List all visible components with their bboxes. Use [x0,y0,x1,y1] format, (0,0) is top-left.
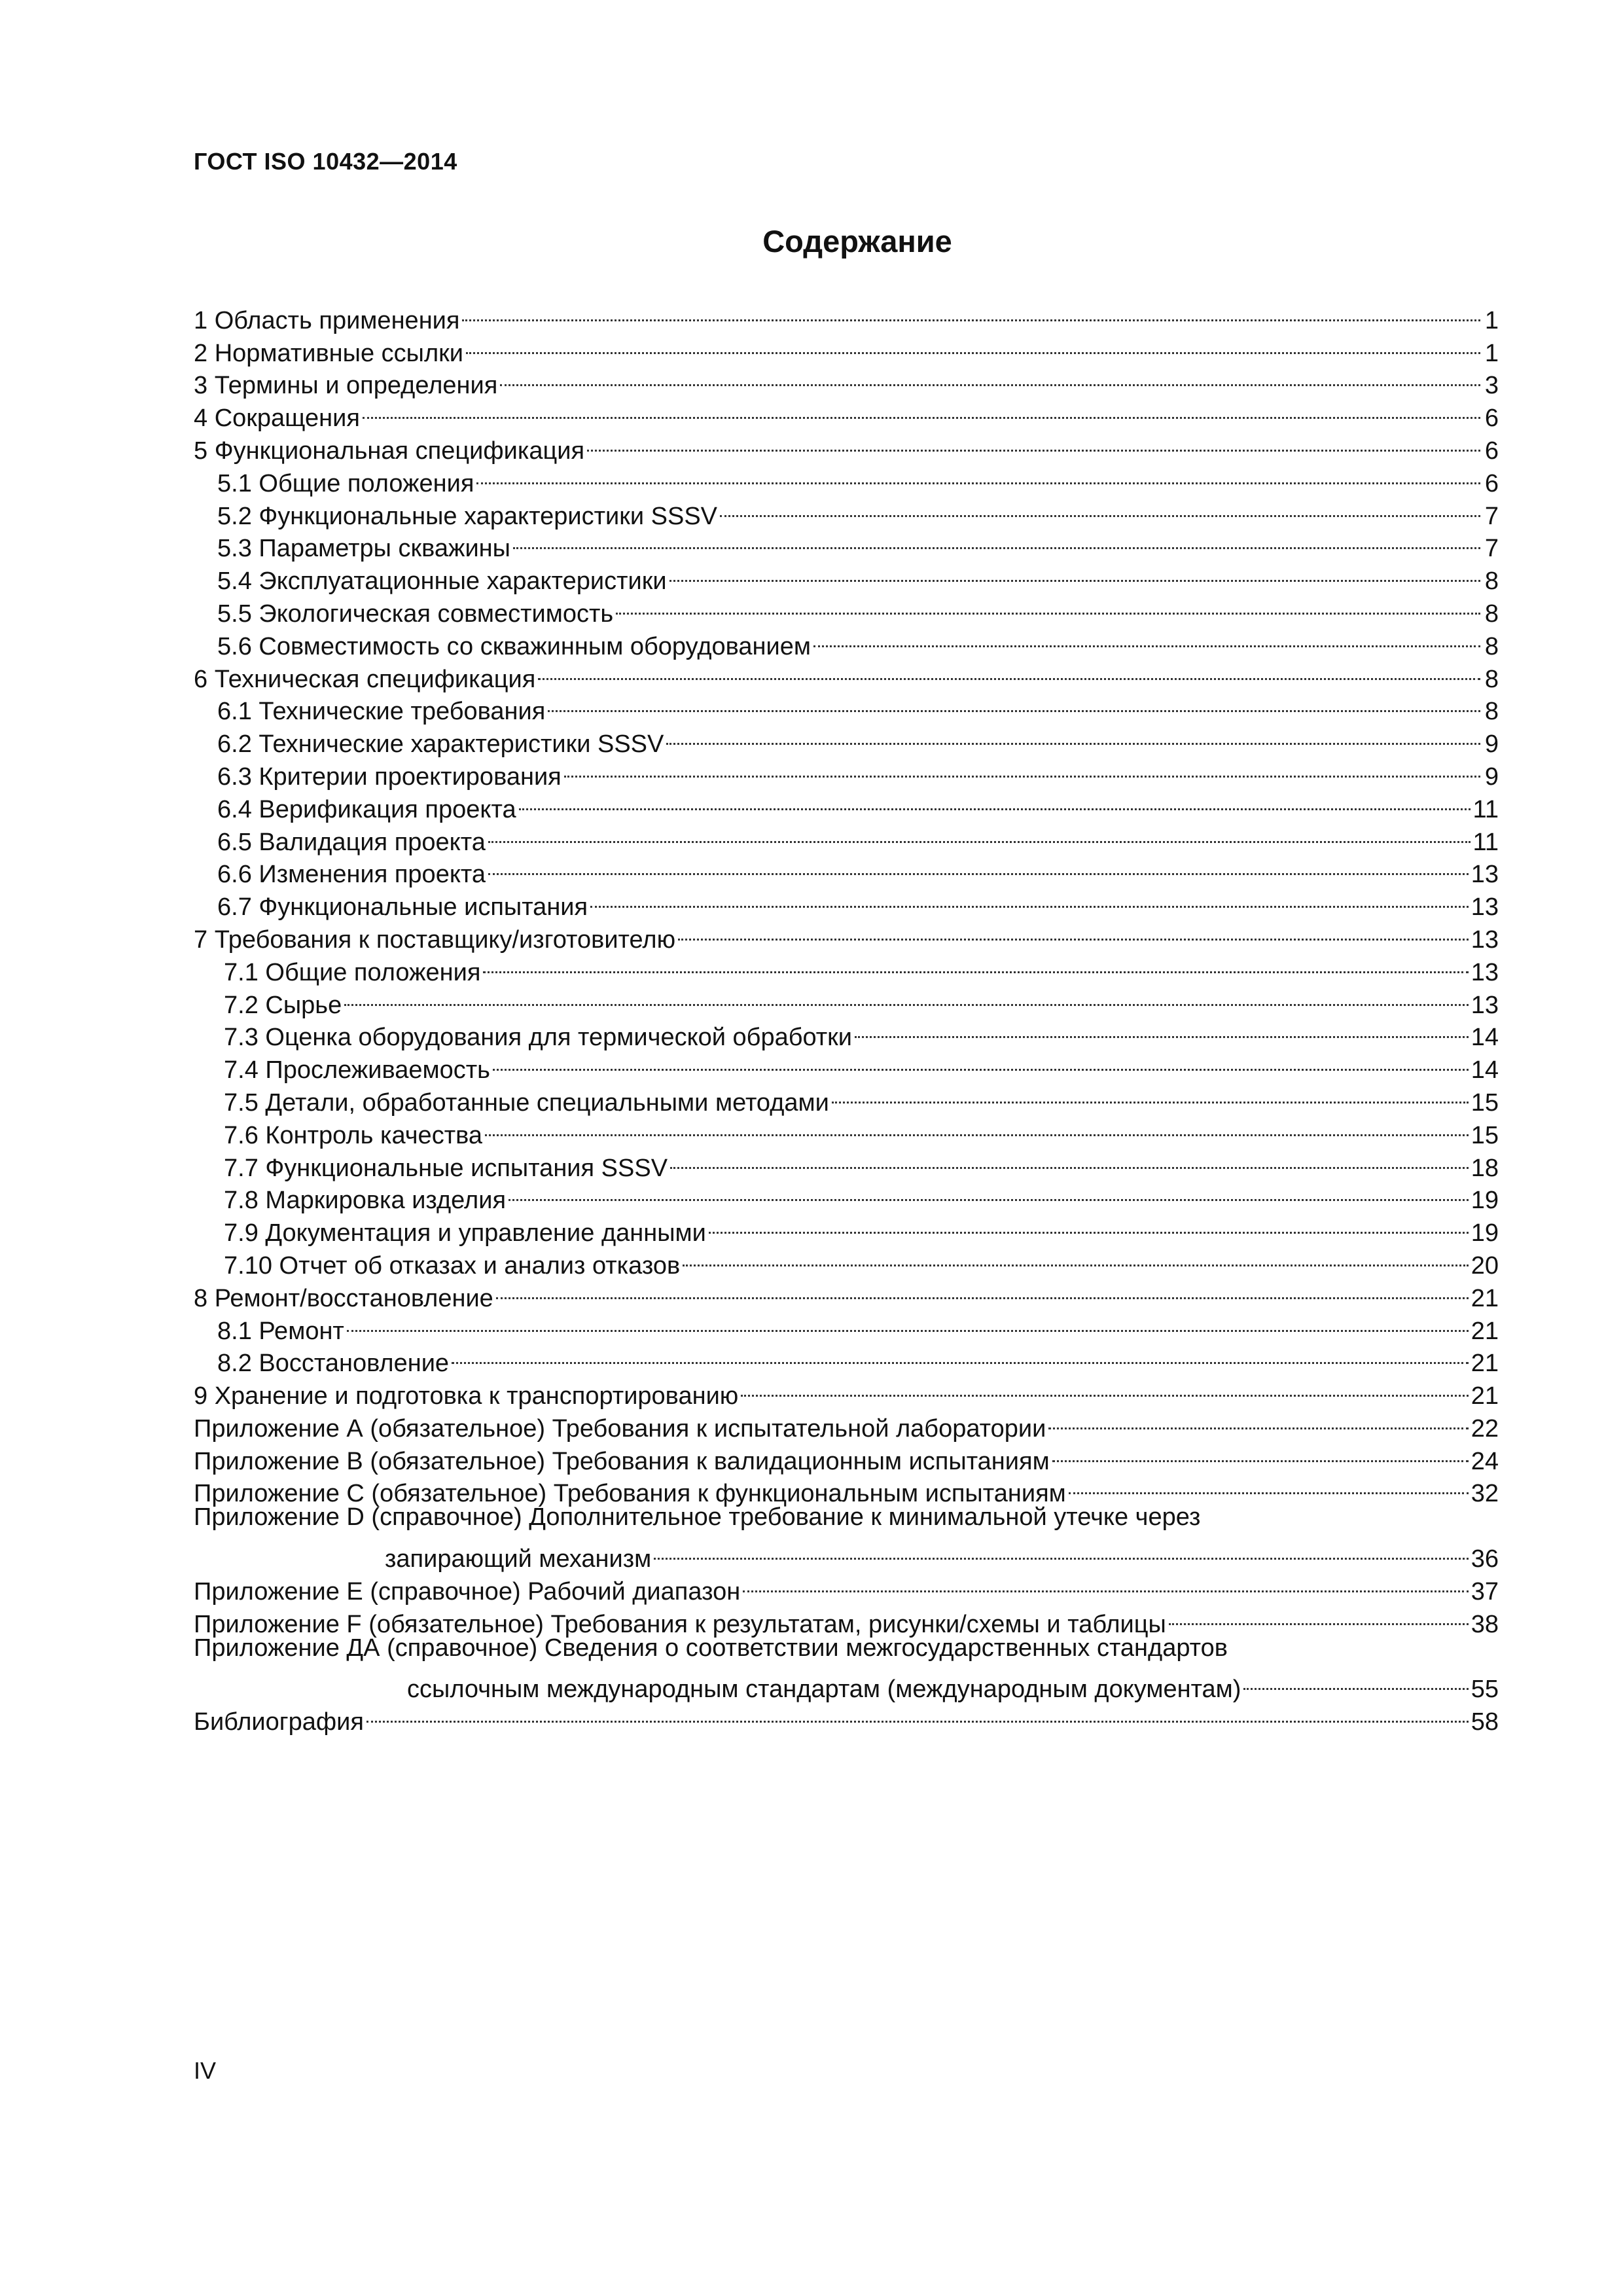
toc-entry-label: 7.3 Оценка оборудования для термической обработки [224,1024,853,1052]
toc-entry-label: запирающий механизм [385,1545,652,1573]
dot-leader [666,719,1480,752]
table-of-contents [194,296,1499,1736]
toc-entry-page: 13 [1471,861,1499,889]
toc-entry-page: 1 [1484,339,1499,367]
toc-entry-page: 38 [1471,1610,1499,1638]
toc-entry-page: 1 [1484,306,1499,334]
toc-entry-page: 8 [1484,698,1499,726]
toc-entry-label: 6.4 Верификация проекта [217,795,516,823]
toc-entry-page: 15 [1471,1088,1499,1117]
toc-entry-page: 8 [1484,665,1499,693]
toc-entry-page: 22 [1471,1414,1499,1443]
dot-leader [590,882,1469,915]
toc-entry-label: 7.7 Функциональные испытания SSSV [224,1154,668,1182]
toc-entry-label: ссылочным международным стандартам (международным документам) [407,1676,1241,1704]
toc-entry-page: 13 [1471,991,1499,1019]
toc-entry-page: 19 [1471,1219,1499,1247]
toc-entry-label: 6.5 Валидация проекта [217,828,486,856]
toc-entry-page: 3 [1484,372,1499,400]
dot-leader [832,1078,1469,1111]
dot-leader [344,980,1469,1013]
toc-entry-page: 18 [1471,1154,1499,1182]
toc-entry-label: Приложение F (обязательное) Требования к результатам, рисунки/схемы и таблицы [194,1610,1166,1638]
dot-leader [813,622,1480,655]
toc-entry[interactable] [194,1306,1499,1345]
toc-entry-label: Приложение В (обязательное) Требования к валидационным испытаниям [194,1447,1050,1475]
toc-entry-page: 13 [1471,958,1499,986]
dot-leader [720,492,1480,524]
toc-entry-label: 6.3 Критерии проектирования [217,762,562,791]
toc-entry-page: 8 [1484,600,1499,628]
toc-entry-page: 6 [1484,404,1499,433]
toc-entry-label: 8.2 Восстановление [217,1350,450,1378]
dot-leader [564,752,1480,785]
toc-entry-label: 6.7 Функциональные испытания [217,893,588,922]
toc-entry-label: 7 Требования к поставщику/изготовителю [194,925,676,954]
toc-entry-label: 6.2 Технические характеристики SSSV [217,730,664,759]
dot-leader [347,1306,1469,1339]
dot-leader [513,524,1480,557]
dot-leader [616,589,1480,622]
dot-leader [508,1176,1469,1209]
toc-entry[interactable] [194,426,1499,465]
toc-entry-page: 6 [1484,469,1499,497]
toc-entry-label: 8 Ремонт/восстановление [194,1284,493,1312]
dot-leader [462,296,1480,329]
toc-entry-label: 5.5 Экологическая совместимость [217,600,614,628]
toc-entry-label: 5.1 Общие положения [217,469,474,497]
dot-leader [587,426,1480,459]
dot-leader [483,948,1468,980]
dot-leader [743,1567,1469,1600]
toc-entry-label: 5.3 Параметры скважины [217,535,510,563]
dot-leader [709,1208,1469,1241]
dot-leader [538,655,1480,687]
toc-entry[interactable] [194,296,1499,334]
toc-entry-label: 7.1 Общие положения [224,958,481,986]
toc-entry-page: 13 [1471,893,1499,922]
dot-leader [452,1339,1469,1372]
toc-entry-label: 6.1 Технические требования [217,698,546,726]
dot-leader [1069,1469,1469,1502]
dot-leader [669,556,1480,589]
dot-leader [683,1241,1469,1274]
toc-entry-page: 37 [1471,1577,1499,1605]
toc-entry[interactable] [194,980,1499,1019]
toc-entry-label: Приложение Е (справочное) Рабочий диапазон [194,1577,741,1605]
toc-entry-page: 14 [1471,1024,1499,1052]
toc-entry-page: 11 [1472,828,1499,856]
toc-entry-label: 7.4 Прослеживаемость [224,1056,490,1085]
toc-entry[interactable] [194,1339,1499,1378]
toc-entry-label: 7.5 Детали, обработанные специальными методами [224,1088,829,1117]
toc-entry-page: 36 [1471,1545,1499,1573]
toc-entry-page: 21 [1471,1382,1499,1410]
page-number: IV [194,2057,217,2084]
toc-entry-page: 13 [1471,925,1499,954]
toc-entry-page: 21 [1471,1317,1499,1345]
toc-entry-page: 9 [1484,762,1499,791]
toc-entry[interactable] [194,1013,1499,1052]
dot-leader [476,459,1480,492]
toc-entry-page: 32 [1471,1480,1499,1508]
toc-entry[interactable] [194,393,1499,433]
dot-leader [519,785,1471,817]
toc-entry-label: 2 Нормативные ссылки [194,339,463,367]
toc-entry-label: Приложение ДА (справочное) Сведения о соответствии межгосударственных стандартов [194,1634,1228,1662]
dot-leader [485,1111,1469,1143]
toc-entry-label: 9 Хранение и подготовка к транспортированию [194,1382,739,1410]
toc-entry[interactable] [194,1534,1499,1573]
toc-entry[interactable] [194,1501,1499,1534]
toc-entry-page: 8 [1484,567,1499,596]
dot-leader [670,1143,1469,1176]
toc-entry-label: Приложение А (обязательное) Требования к испытательной лаборатории [194,1414,1046,1443]
page-title: Содержание [762,224,952,259]
dot-leader [363,393,1480,426]
toc-entry-label: Приложение D (справочное) Дополнительное требование к минимальной утечке через [194,1503,1201,1532]
toc-entry-label: 5.6 Совместимость со скважинным оборудованием [217,632,812,660]
document-header: ГОСТ ISO 10432—2014 [194,148,457,175]
toc-entry-label: 1 Область применения [194,306,460,334]
toc-entry-page: 6 [1484,437,1499,465]
dot-leader [366,1697,1469,1730]
dot-leader [654,1534,1468,1567]
toc-entry-label: 7.6 Контроль качества [224,1121,482,1149]
toc-entry-label: 7.10 Отчет об отказах и анализ отказов [224,1251,681,1280]
toc-entry-label: 5.2 Функциональные характеристики SSSV [217,502,718,530]
dot-leader [1048,1404,1468,1437]
toc-entry-label: 3 Термины и определения [194,372,498,400]
dot-leader [500,361,1480,394]
dot-leader [488,817,1471,850]
toc-entry-page: 24 [1471,1447,1499,1475]
toc-entry-page: 19 [1471,1187,1499,1215]
dot-leader [1243,1664,1468,1697]
dot-leader [488,850,1469,883]
toc-entry-label: Приложение С (обязательное) Требования к функциональным испытаниям [194,1480,1066,1508]
dot-leader [741,1371,1468,1404]
toc-entry-page: 8 [1484,632,1499,660]
dot-leader [1052,1437,1469,1469]
toc-entry[interactable] [194,1664,1499,1704]
toc-entry-label: 5 Функциональная спецификация [194,437,585,465]
dot-leader [1169,1600,1469,1632]
toc-entry-label: Библиография [194,1708,364,1736]
toc-entry-label: 8.1 Ремонт [217,1317,344,1345]
toc-entry-label: 5.4 Эксплуатационные характеристики [217,567,667,596]
toc-entry-label: 4 Сокращения [194,404,360,433]
toc-entry-label: 6 Техническая спецификация [194,665,536,693]
toc-entry-page: 21 [1471,1284,1499,1312]
toc-entry-label: 7.9 Документация и управление данными [224,1219,706,1247]
toc-entry-page: 20 [1471,1251,1499,1280]
toc-entry[interactable] [194,1697,1499,1736]
toc-entry-page: 21 [1471,1350,1499,1378]
toc-entry-page: 15 [1471,1121,1499,1149]
dot-leader [855,1013,1469,1046]
toc-entry-page: 7 [1484,535,1499,563]
toc-entry-page: 55 [1471,1676,1499,1704]
dot-leader [493,1045,1469,1078]
toc-entry-label: 6.6 Изменения проекта [217,861,486,889]
toc-entry[interactable] [194,1632,1499,1665]
toc-entry-label: 7.8 Маркировка изделия [224,1187,507,1215]
toc-entry-page: 7 [1484,502,1499,530]
dot-leader [548,687,1480,720]
toc-entry-page: 9 [1484,730,1499,759]
toc-entry-page: 11 [1472,795,1499,823]
dot-leader [466,329,1480,361]
toc-entry-page: 58 [1471,1708,1499,1736]
dot-leader [496,1274,1469,1306]
toc-entry-page: 14 [1471,1056,1499,1085]
toc-entry-label: 7.2 Сырье [224,991,342,1019]
dot-leader [678,915,1469,948]
